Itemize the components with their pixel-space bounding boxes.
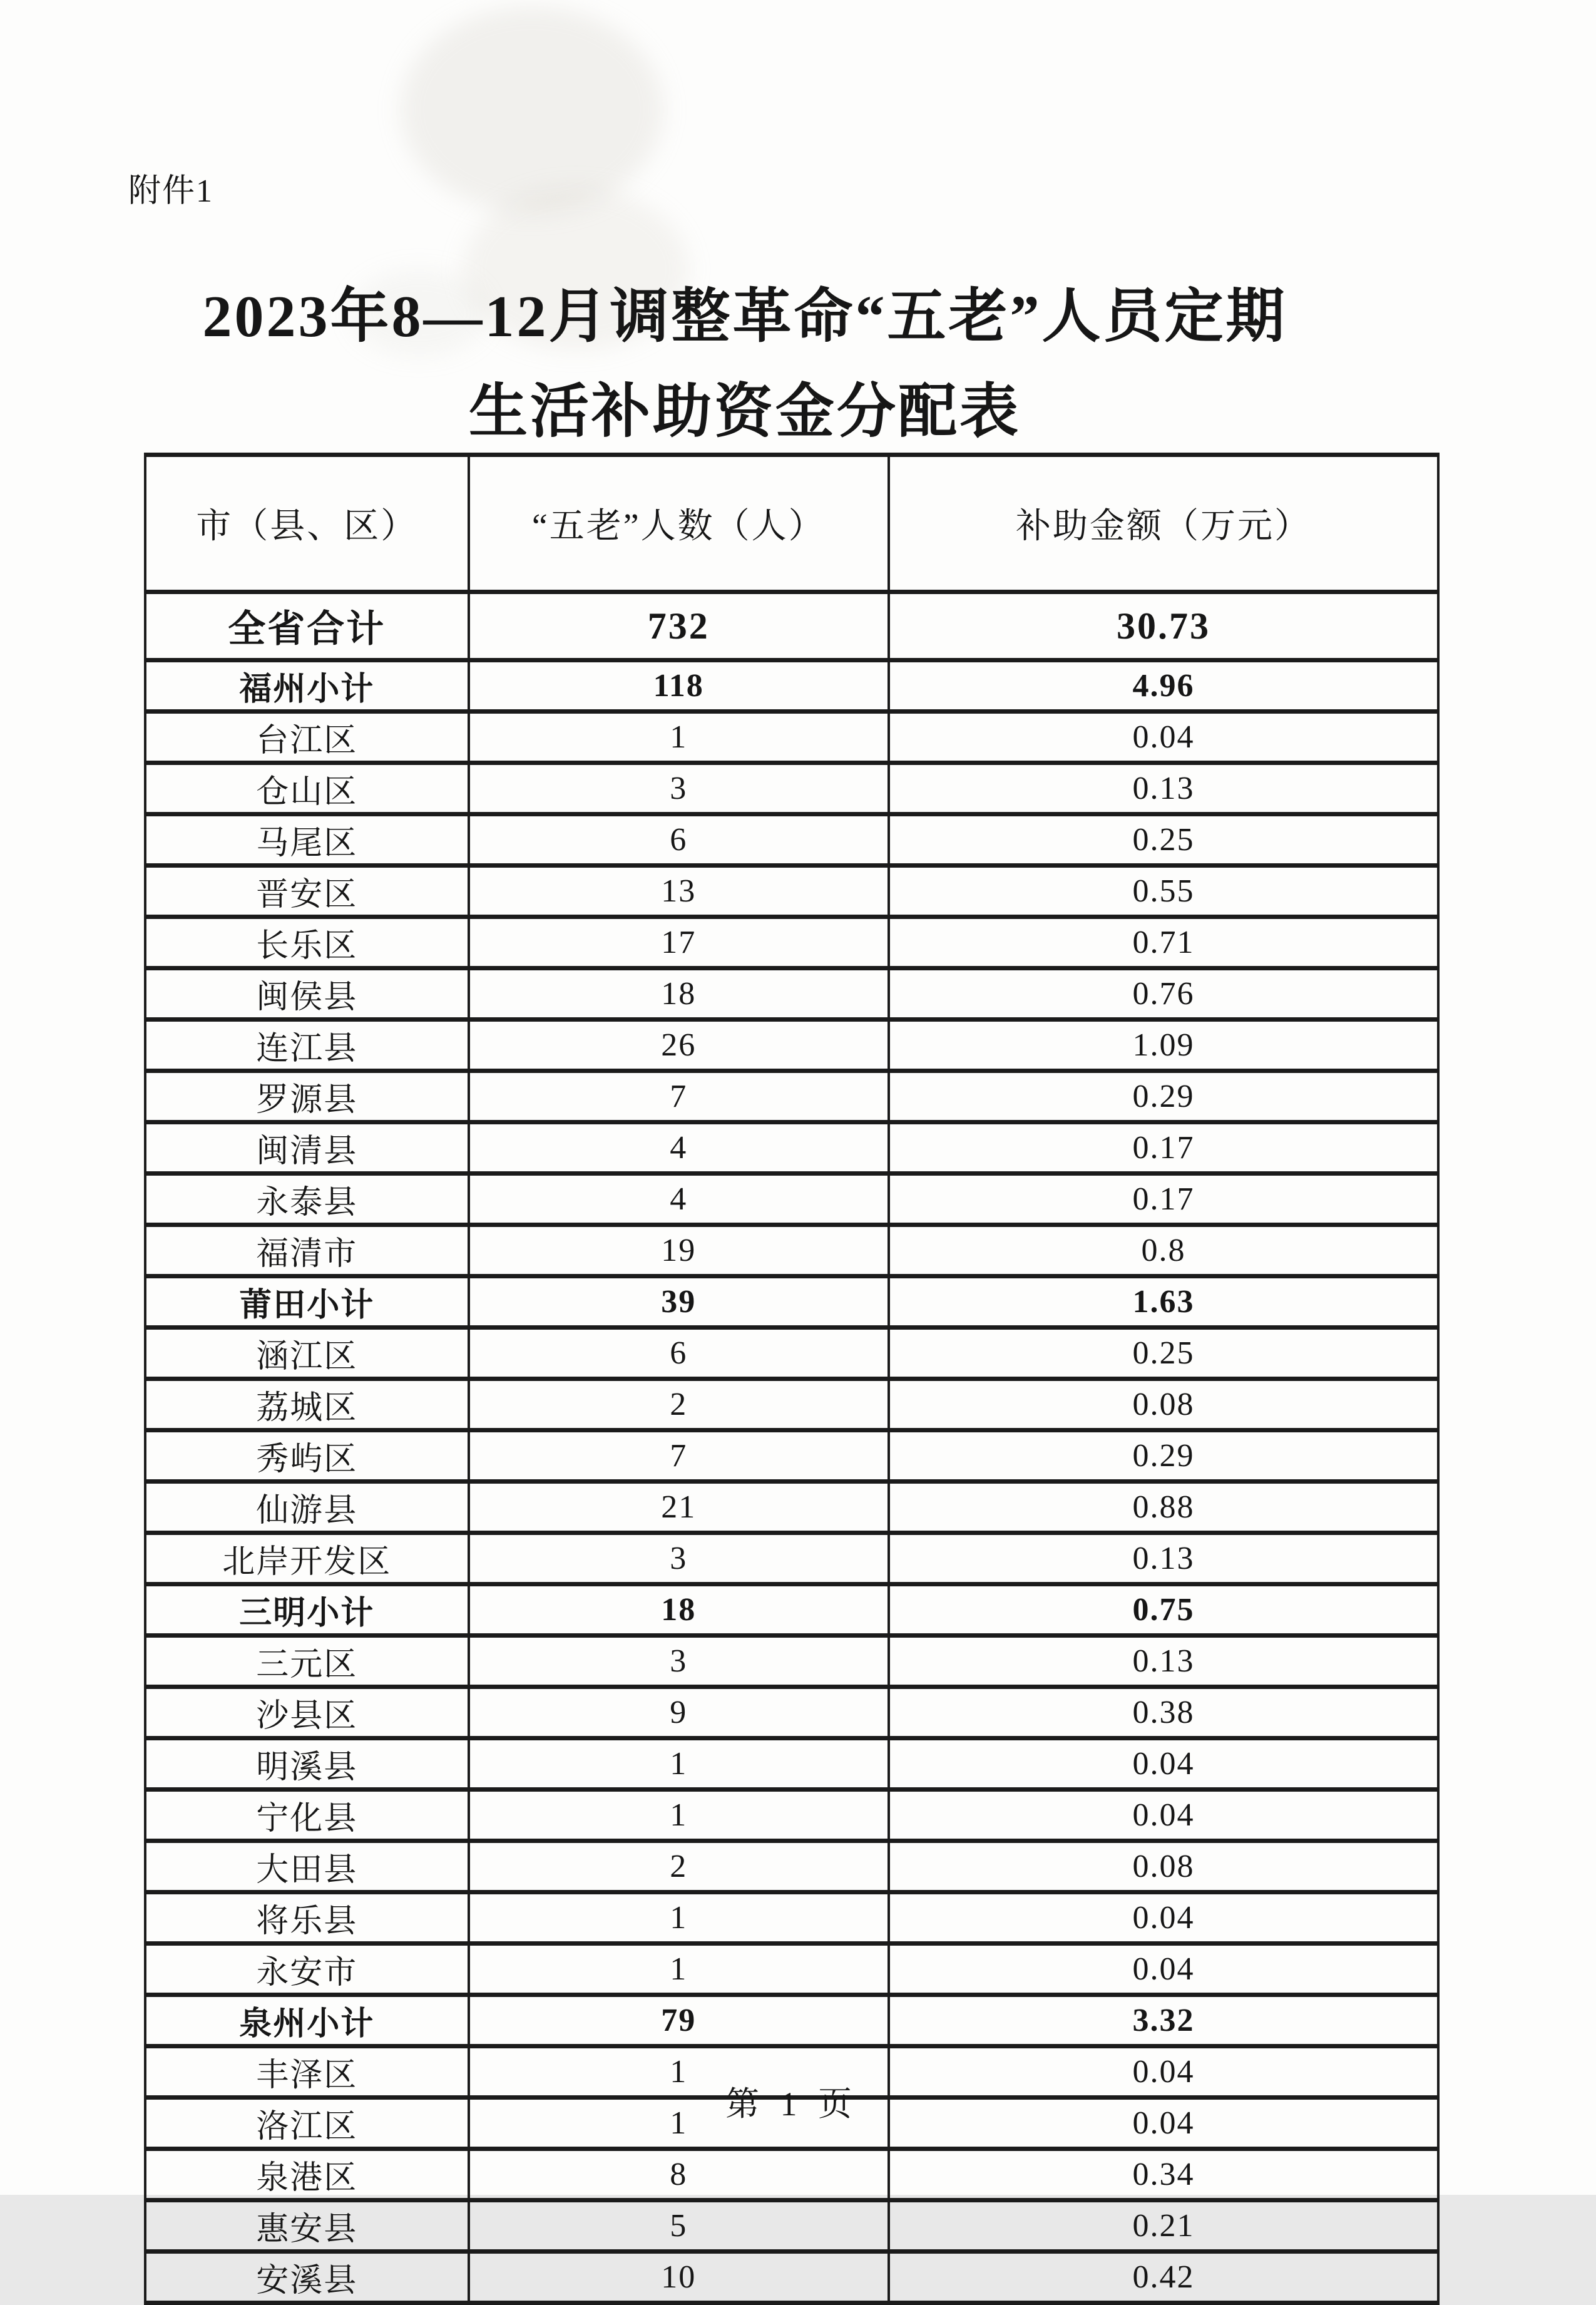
cell-region: 丰泽区 bbox=[145, 2046, 469, 2098]
table-row bbox=[145, 1584, 1438, 1636]
cell-region: 安溪县 bbox=[145, 2252, 469, 2303]
cell-count: 7 bbox=[469, 1071, 889, 1122]
cell-amount: 0.29 bbox=[889, 1071, 1438, 1122]
document-title bbox=[94, 269, 1396, 459]
cell-amount: 0.55 bbox=[889, 866, 1438, 917]
cell-count: 3 bbox=[469, 763, 889, 814]
cell-count: 10 bbox=[469, 2252, 889, 2303]
cell-amount: 0.08 bbox=[889, 1841, 1438, 1892]
cell-count: 6 bbox=[469, 1328, 889, 1379]
cell-amount: 1.09 bbox=[889, 1020, 1438, 1071]
cell-count: 118 bbox=[469, 660, 889, 712]
cell-region: 永泰县 bbox=[145, 1174, 469, 1225]
cell-count: 13 bbox=[469, 866, 889, 917]
cell-count: 39 bbox=[469, 1276, 889, 1328]
table-row bbox=[145, 1174, 1438, 1225]
cell-amount: 0.04 bbox=[889, 1944, 1438, 1995]
cell-count: 2 bbox=[469, 1379, 889, 1430]
cell-amount: 0.13 bbox=[889, 763, 1438, 814]
cell-count: 1 bbox=[469, 1944, 889, 1995]
cell-region: 仙游县 bbox=[145, 1482, 469, 1533]
table-row bbox=[145, 1995, 1438, 2046]
cell-count: 2 bbox=[469, 1841, 889, 1892]
document-title-line2: 生活补助资金分配表 bbox=[468, 379, 1021, 444]
cell-region: 永安市 bbox=[145, 1944, 469, 1995]
table-row bbox=[145, 1430, 1438, 1482]
table-row bbox=[145, 2149, 1438, 2200]
table-row bbox=[145, 1892, 1438, 1944]
table-row bbox=[145, 660, 1438, 712]
cell-count: 1 bbox=[469, 2046, 889, 2098]
cell-region: 连江县 bbox=[145, 1020, 469, 1071]
table-row bbox=[145, 1841, 1438, 1892]
cell-amount: 0.25 bbox=[889, 814, 1438, 866]
cell-count: 5 bbox=[469, 2200, 889, 2252]
table-row bbox=[145, 917, 1438, 968]
cell-count: 1 bbox=[469, 712, 889, 763]
cell-count: 1 bbox=[469, 1790, 889, 1841]
cell-region: 台江区 bbox=[145, 712, 469, 763]
cell-count: 1 bbox=[469, 1892, 889, 1944]
cell-amount: 1.63 bbox=[889, 1276, 1438, 1328]
cell-count: 19 bbox=[469, 1225, 889, 1276]
table-row bbox=[145, 763, 1438, 814]
cell-count: 8 bbox=[469, 2149, 889, 2200]
cell-amount: 0.13 bbox=[889, 1636, 1438, 1687]
cell-amount: 0.21 bbox=[889, 2200, 1438, 2252]
table-row bbox=[145, 1482, 1438, 1533]
document-title-line1: 2023年8—12月调整革命“五老”人员定期 bbox=[202, 284, 1287, 349]
cell-amount: 0.08 bbox=[889, 1379, 1438, 1430]
cell-count: 4 bbox=[469, 1174, 889, 1225]
attachment-label: 附件1 bbox=[128, 173, 214, 209]
cell-amount: 0.13 bbox=[889, 1533, 1438, 1584]
cell-region: 秀屿区 bbox=[145, 1430, 469, 1482]
cell-amount: 4.96 bbox=[889, 660, 1438, 712]
table-row bbox=[145, 1122, 1438, 1174]
cell-region: 沙县区 bbox=[145, 1687, 469, 1738]
cell-region: 闽清县 bbox=[145, 1122, 469, 1174]
page-number: 第 1 页 bbox=[725, 2085, 858, 2123]
table-row bbox=[145, 866, 1438, 917]
cell-region: 洛江区 bbox=[145, 2098, 469, 2149]
cell-amount: 0.71 bbox=[889, 917, 1438, 968]
table-row bbox=[145, 1020, 1438, 1071]
cell-count: 18 bbox=[469, 968, 889, 1020]
cell-count: 6 bbox=[469, 814, 889, 866]
cell-count: 7 bbox=[469, 1430, 889, 1482]
cell-amount: 0.17 bbox=[889, 1174, 1438, 1225]
cell-region: 全省合计 bbox=[145, 592, 469, 660]
cell-count: 17 bbox=[469, 917, 889, 968]
cell-amount: 0.8 bbox=[889, 1225, 1438, 1276]
table-row bbox=[145, 1276, 1438, 1328]
cell-count: 3 bbox=[469, 1533, 889, 1584]
cell-count: 18 bbox=[469, 1584, 889, 1636]
cell-count: 9 bbox=[469, 1687, 889, 1738]
table-row bbox=[145, 2252, 1438, 2303]
cell-amount: 0.04 bbox=[889, 1738, 1438, 1790]
table-row bbox=[145, 1636, 1438, 1687]
cell-amount: 0.76 bbox=[889, 968, 1438, 1020]
cell-region: 罗源县 bbox=[145, 1071, 469, 1122]
scan-artifact bbox=[401, 6, 663, 213]
cell-amount: 0.25 bbox=[889, 1328, 1438, 1379]
cell-region: 闽侯县 bbox=[145, 968, 469, 1020]
cell-region: 三元区 bbox=[145, 1636, 469, 1687]
cell-region: 莆田小计 bbox=[145, 1276, 469, 1328]
cell-region: 福清市 bbox=[145, 1225, 469, 1276]
table-row bbox=[145, 1328, 1438, 1379]
cell-region: 泉港区 bbox=[145, 2149, 469, 2200]
cell-region: 将乐县 bbox=[145, 1892, 469, 1944]
cell-region: 大田县 bbox=[145, 1841, 469, 1892]
cell-amount: 0.42 bbox=[889, 2252, 1438, 2303]
cell-count: 21 bbox=[469, 1482, 889, 1533]
table-row bbox=[145, 1944, 1438, 1995]
table-row bbox=[145, 1225, 1438, 1276]
table-row bbox=[145, 1379, 1438, 1430]
cell-count: 26 bbox=[469, 1020, 889, 1071]
cell-region: 长乐区 bbox=[145, 917, 469, 968]
cell-region: 仓山区 bbox=[145, 763, 469, 814]
table-row bbox=[145, 1533, 1438, 1584]
cell-region: 泉州小计 bbox=[145, 1995, 469, 2046]
cell-region: 惠安县 bbox=[145, 2200, 469, 2252]
table-row bbox=[145, 592, 1438, 660]
cell-region: 荔城区 bbox=[145, 1379, 469, 1430]
cell-region: 涵江区 bbox=[145, 1328, 469, 1379]
table-row bbox=[145, 1790, 1438, 1841]
table-row bbox=[145, 1071, 1438, 1122]
table-row bbox=[145, 968, 1438, 1020]
cell-amount: 0.04 bbox=[889, 2046, 1438, 2098]
cell-count: 1 bbox=[469, 2098, 889, 2149]
cell-region: 福州小计 bbox=[145, 660, 469, 712]
cell-region: 宁化县 bbox=[145, 1790, 469, 1841]
header-region-column: 市（县、区） bbox=[145, 455, 469, 592]
table-row bbox=[145, 1687, 1438, 1738]
cell-amount: 0.38 bbox=[889, 1687, 1438, 1738]
cell-amount: 30.73 bbox=[889, 592, 1438, 660]
cell-count: 4 bbox=[469, 1122, 889, 1174]
header-count-column: “五老”人数（人） bbox=[469, 455, 889, 592]
cell-amount: 0.88 bbox=[889, 1482, 1438, 1533]
cell-amount: 0.29 bbox=[889, 1430, 1438, 1482]
allocation-table bbox=[144, 453, 1440, 2305]
cell-count: 3 bbox=[469, 1636, 889, 1687]
cell-region: 北岸开发区 bbox=[145, 1533, 469, 1584]
cell-region: 三明小计 bbox=[145, 1584, 469, 1636]
cell-amount: 0.04 bbox=[889, 712, 1438, 763]
header-amount-column: 补助金额（万元） bbox=[889, 455, 1438, 592]
cell-amount: 0.04 bbox=[889, 1892, 1438, 1944]
cell-region: 明溪县 bbox=[145, 1738, 469, 1790]
cell-amount: 3.32 bbox=[889, 1995, 1438, 2046]
cell-region: 晋安区 bbox=[145, 866, 469, 917]
table-header-row bbox=[145, 455, 1438, 592]
cell-amount: 0.04 bbox=[889, 2098, 1438, 2149]
cell-count: 79 bbox=[469, 1995, 889, 2046]
cell-region: 马尾区 bbox=[145, 814, 469, 866]
cell-count: 732 bbox=[469, 592, 889, 660]
table-row bbox=[145, 1738, 1438, 1790]
cell-amount: 0.75 bbox=[889, 1584, 1438, 1636]
table-row bbox=[145, 712, 1438, 763]
table-row bbox=[145, 2200, 1438, 2252]
cell-count: 1 bbox=[469, 1738, 889, 1790]
cell-amount: 0.17 bbox=[889, 1122, 1438, 1174]
cell-amount: 0.04 bbox=[889, 1790, 1438, 1841]
table-row bbox=[145, 814, 1438, 866]
cell-amount: 0.34 bbox=[889, 2149, 1438, 2200]
